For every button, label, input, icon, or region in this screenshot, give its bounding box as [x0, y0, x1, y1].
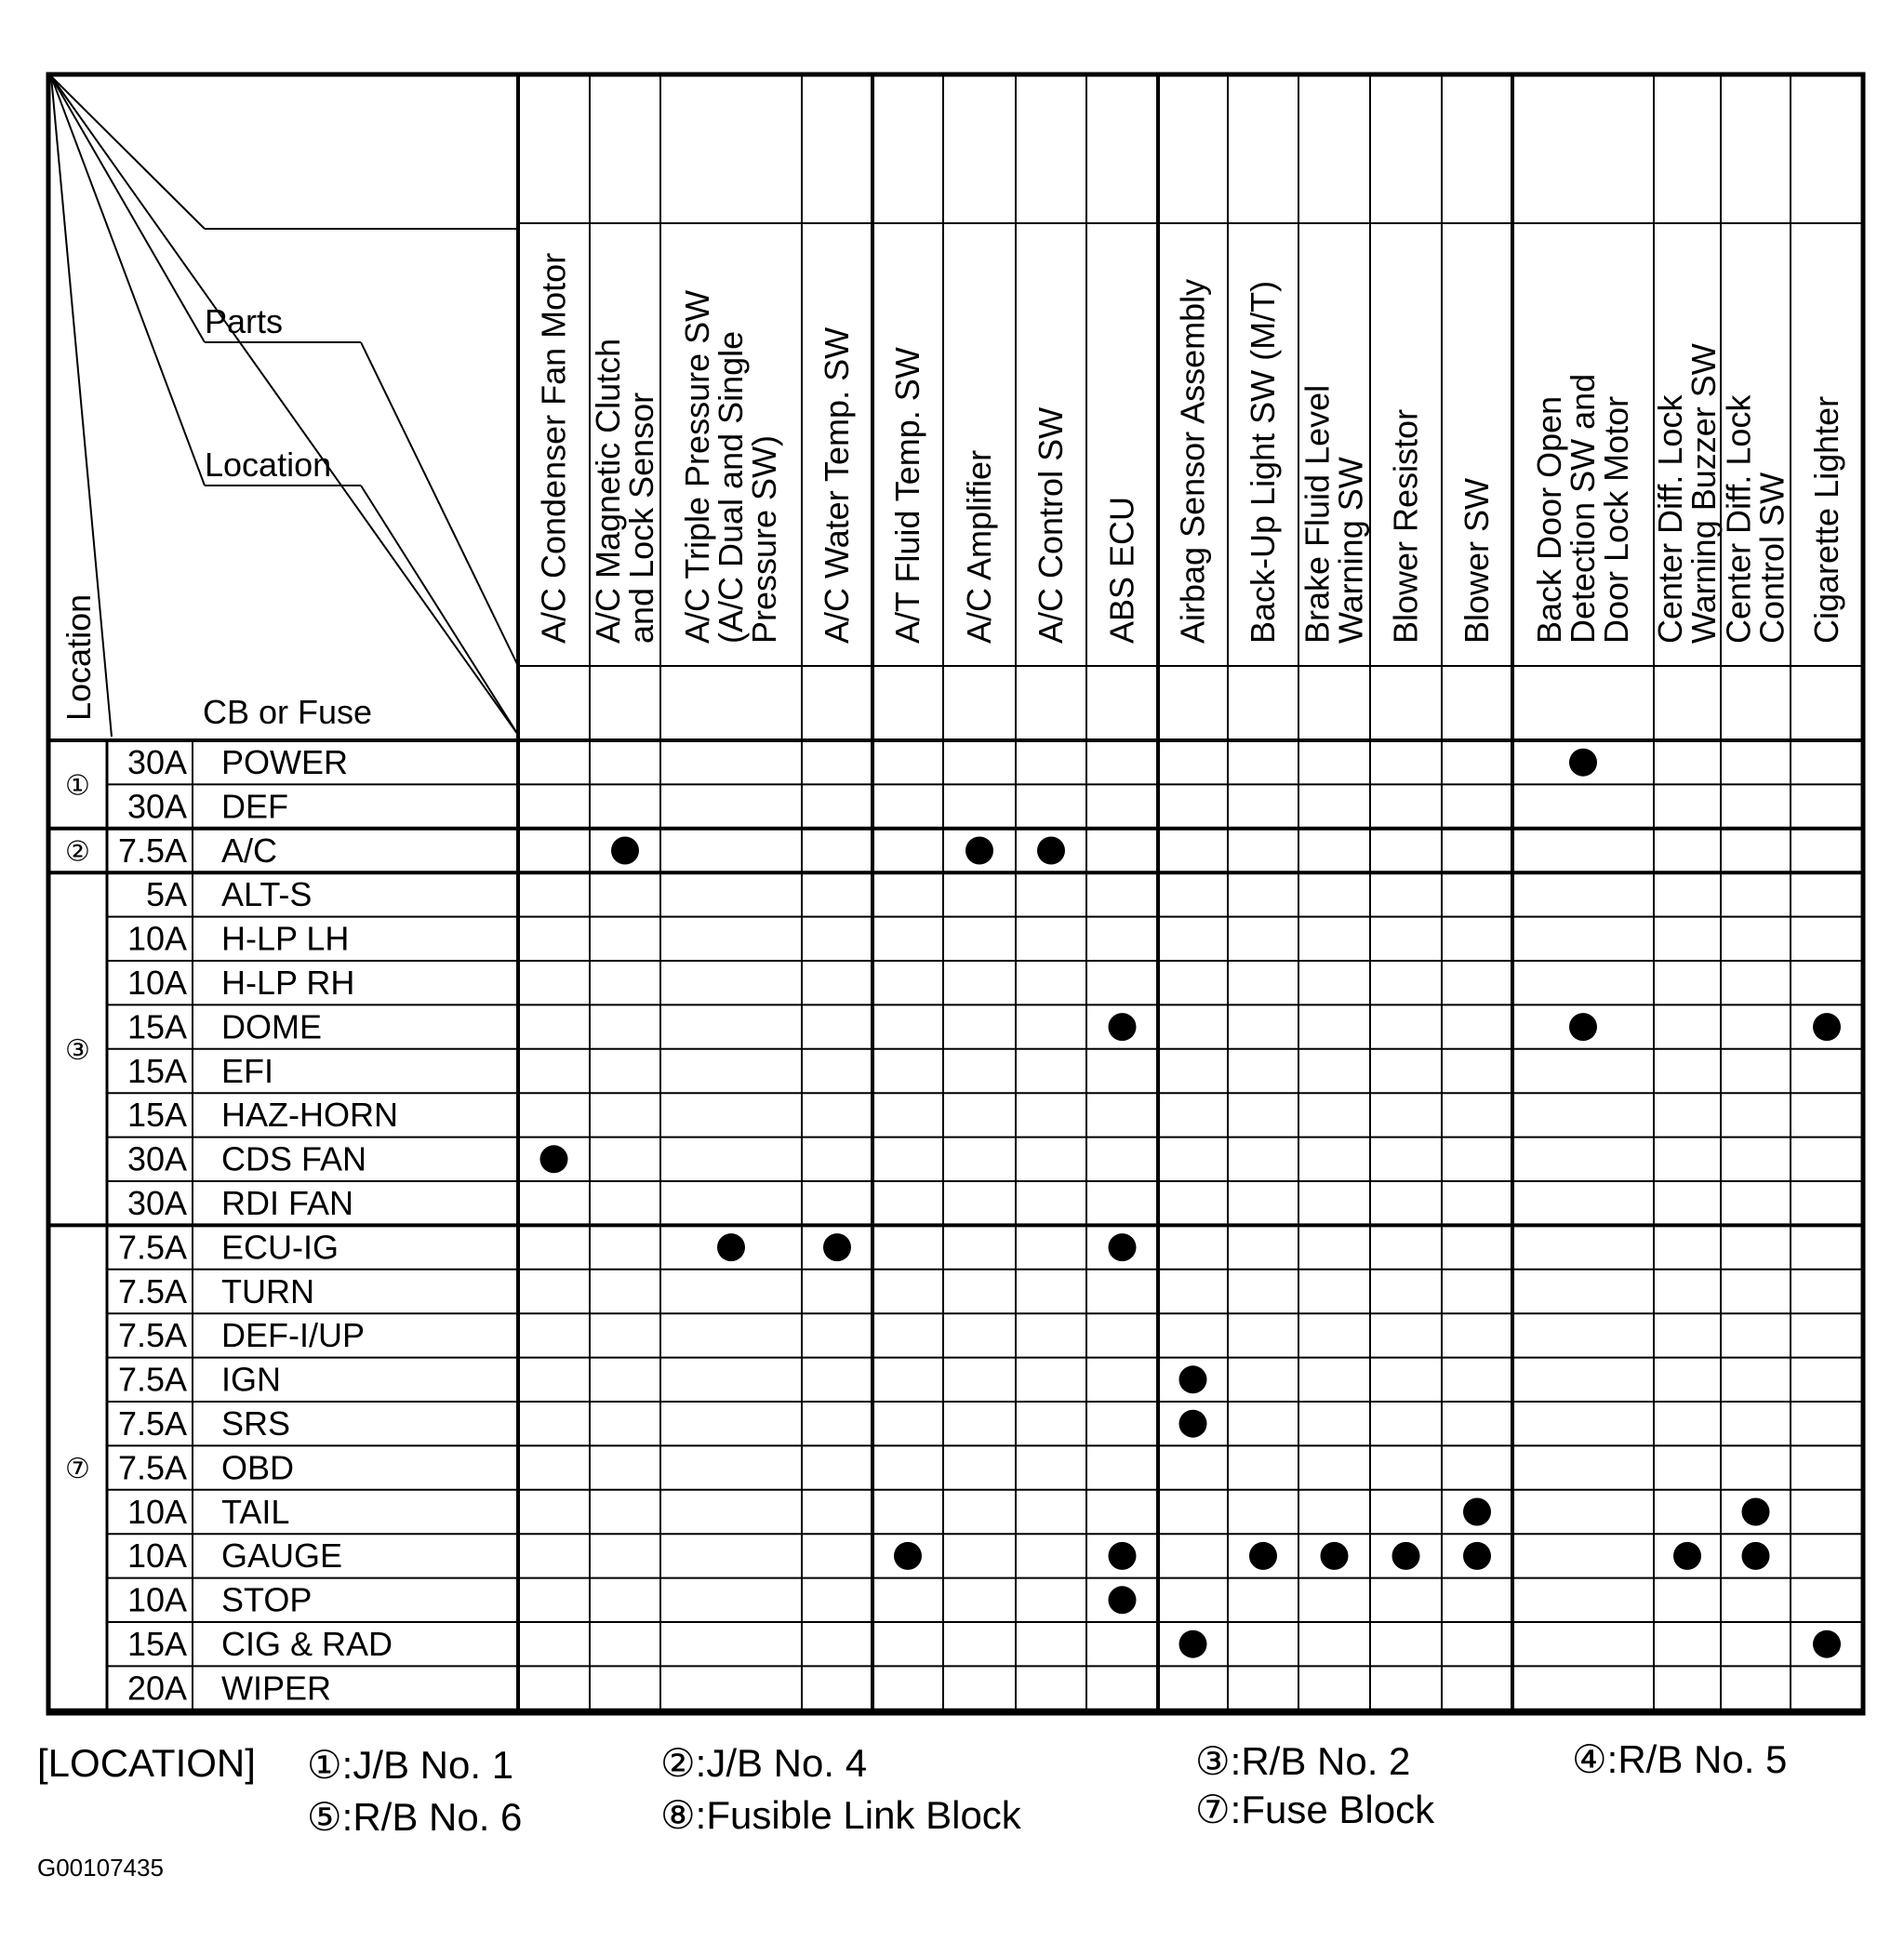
connection-dot [1742, 1542, 1770, 1570]
fuse-amperage: 7.5A [117, 1404, 187, 1443]
fuse-name: CDS FAN [221, 1139, 367, 1178]
fuse-amperage: 30A [126, 743, 187, 781]
fuse-name: TURN [221, 1271, 314, 1310]
location-label: Location [205, 446, 332, 484]
part-header: Door Lock Motor [1597, 395, 1635, 644]
corner-diagonal [361, 486, 518, 735]
connection-dot [1321, 1542, 1349, 1570]
part-header: Blower SW [1458, 477, 1496, 644]
connection-dot [1179, 1365, 1207, 1393]
part-header: Brake Fluid Level [1298, 384, 1337, 644]
fuse-amperage: 15A [126, 1051, 187, 1090]
fuse-amperage: 10A [126, 1492, 187, 1531]
corner-diagonal [51, 76, 205, 342]
connection-dot [1037, 837, 1065, 865]
fuse-name: SRS [221, 1404, 291, 1443]
connection-dot [823, 1233, 851, 1261]
legend-item: ③:R/B No. 2 [1195, 1739, 1411, 1783]
connection-dot [540, 1145, 568, 1173]
fuse-name: IGN [221, 1360, 282, 1399]
part-header: Airbag Sensor Assembly [1173, 278, 1212, 644]
connection-dot [1463, 1542, 1491, 1570]
fuse-name: STOP [221, 1580, 313, 1619]
fuse-name: ECU-IG [221, 1228, 339, 1267]
location-column-label: Location [60, 593, 98, 721]
fuse-name: DEF-I/UP [221, 1316, 366, 1355]
corner-diagonal [361, 342, 518, 666]
connection-dot [1109, 1586, 1137, 1614]
connection-dot [965, 837, 993, 865]
connection-dot [1249, 1542, 1277, 1570]
connection-dot [717, 1233, 745, 1261]
connection-dot [1813, 1013, 1841, 1041]
fuse-amperage: 7.5A [117, 1360, 187, 1399]
figure-code: G00107435 [37, 1854, 164, 1882]
connection-dot [1569, 1013, 1597, 1041]
fuse-name: TAIL [221, 1492, 290, 1531]
part-header: and Lock Sensor [622, 392, 660, 644]
legend-item: ⑧:Fusible Link Block [660, 1793, 1021, 1837]
part-header: A/C Condenser Fan Motor [534, 252, 573, 644]
corner-diagonal [51, 76, 518, 735]
fuse-amperage: 10A [126, 1580, 187, 1619]
location-number: ⑦ [65, 1454, 90, 1485]
part-header: Control SW [1752, 472, 1791, 644]
part-header: A/T Fluid Temp. SW [888, 347, 926, 644]
part-header: Center Diff. Lock [1651, 394, 1689, 644]
fuse-name: WIPER [221, 1669, 332, 1708]
part-header: Back Door Open [1530, 395, 1568, 644]
fuse-name: CIG & RAD [221, 1625, 393, 1663]
fuse-amperage: 30A [126, 1184, 187, 1222]
fuse-amperage: 30A [126, 1139, 187, 1178]
fuse-amperage: 7.5A [117, 1228, 187, 1267]
legend-title: [LOCATION] [37, 1741, 256, 1785]
location-legend [37, 1737, 1787, 1839]
parts-label: Parts [205, 302, 284, 340]
part-header: Warning Buzzer SW [1684, 343, 1723, 644]
connection-dot [1109, 1013, 1137, 1041]
fuse-name: H-LP RH [221, 964, 355, 1002]
connection-dot [1813, 1630, 1841, 1658]
fuse-amperage: 15A [126, 1625, 187, 1663]
legend-item: ②:J/B No. 4 [660, 1741, 868, 1785]
fuse-amperage: 20A [126, 1669, 187, 1708]
fuse-amperage: 7.5A [117, 1448, 187, 1487]
connection-dot [1179, 1410, 1207, 1438]
part-header: A/C Control SW [1032, 406, 1070, 644]
fuse-amperage: 7.5A [117, 1316, 187, 1355]
connection-dot [1742, 1498, 1770, 1526]
fuse-amperage: 10A [126, 919, 187, 958]
legend-item: ⑤:R/B No. 6 [307, 1795, 523, 1839]
fuse-name: EFI [221, 1051, 274, 1090]
fuse-amperage: 10A [126, 1536, 187, 1576]
fuse-name: ALT-S [221, 875, 313, 914]
fuse-name: POWER [221, 743, 349, 781]
part-header: Pressure SW) [745, 434, 783, 644]
fuse-amperage: 7.5A [117, 1271, 187, 1310]
fuse-amperage: 10A [126, 964, 187, 1002]
fuse-name: OBD [221, 1448, 295, 1487]
connection-dot [1109, 1233, 1137, 1261]
cb-or-fuse-label: CB or Fuse [203, 693, 373, 731]
connection-dot [611, 837, 639, 865]
fuse-amperage: 30A [126, 787, 187, 826]
fuse-name: HAZ-HORN [221, 1096, 398, 1135]
fuse-name: RDI FAN [221, 1184, 354, 1222]
fuse-name: DEF [221, 787, 288, 826]
part-header: Warning SW [1331, 457, 1370, 644]
legend-item: ①:J/B No. 1 [307, 1743, 514, 1787]
part-header: A/C Triple Pressure SW [678, 289, 716, 644]
fuse-name: GAUGE [221, 1536, 343, 1576]
fuse-name: A/C [221, 831, 278, 870]
location-number: ② [65, 836, 90, 868]
part-header: A/C Magnetic Clutch [589, 338, 627, 644]
table-border [48, 74, 1863, 1713]
fuse-name: DOME [221, 1007, 322, 1046]
part-header: Cigarette Lighter [1807, 395, 1845, 644]
connection-dot [1179, 1630, 1207, 1658]
part-header: Detection SW and [1564, 373, 1602, 644]
fuse-amperage: 5A [145, 875, 187, 914]
location-number: ① [65, 770, 90, 802]
fuse-name: H-LP LH [221, 919, 350, 958]
part-header: Blower Resistor [1386, 408, 1425, 644]
legend-item: ⑦:Fuse Block [1195, 1788, 1435, 1831]
connection-dot [1569, 749, 1597, 777]
part-header: A/C Amplifier [960, 449, 998, 644]
legend-item: ④:R/B No. 5 [1572, 1737, 1788, 1781]
fuse-amperage: 15A [126, 1007, 187, 1046]
connection-dot [1673, 1542, 1701, 1570]
fuse-amperage: 7.5A [117, 831, 187, 870]
grid-lines [48, 74, 1863, 1713]
header-corner [60, 302, 372, 731]
corner-diagonal [51, 76, 205, 229]
part-header: ABS ECU [1102, 496, 1141, 644]
connection-dot [1392, 1542, 1420, 1570]
connection-dot [894, 1542, 922, 1570]
location-number: ③ [65, 1034, 90, 1066]
part-header: Center Diff. Lock [1719, 394, 1758, 644]
connection-dots [540, 749, 1842, 1658]
parts-headers [535, 253, 1846, 644]
part-header: A/C Water Temp. SW [818, 326, 856, 644]
connection-dot [1463, 1498, 1491, 1526]
connection-dot [1109, 1542, 1137, 1570]
corner-diagonal [51, 76, 205, 486]
part-header: Back-Up Light SW (M/T) [1244, 280, 1282, 644]
part-header: (A/C Dual and Single [712, 330, 750, 644]
fuse-amperage: 15A [126, 1096, 187, 1135]
